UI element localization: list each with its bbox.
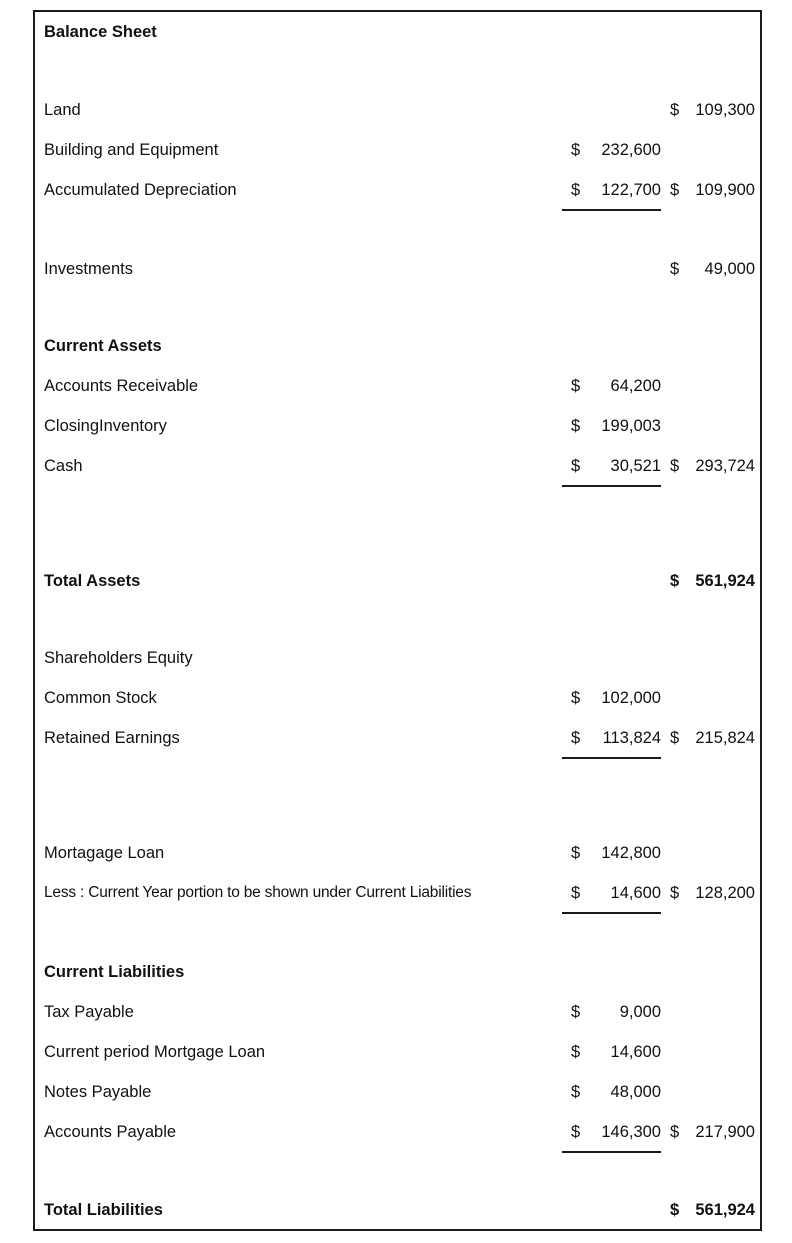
balance-sheet [33,10,762,1231]
row-label: Investments [44,260,133,278]
row-less-current-portion: Less : Current Year portion to be shown under Current Liabilities $ 14,600 $ 128,200 [35,881,760,905]
row-retained-earnings: Retained Earnings $ 113,824 $ 215,824 [35,726,760,750]
row-label: Land [44,101,81,119]
sheet-title-row [35,20,760,44]
section-current-liabilities [35,960,760,984]
row-total-assets: Total Assets $ 561,924 [35,569,760,593]
row-building-equipment: Building and Equipment $ 232,600 [35,138,760,162]
subtotal-underline [562,485,661,487]
subtotal-underline [562,912,661,914]
row-current-mortgage: Current period Mortgage Loan $ 14,600 [35,1040,760,1064]
row-label: Building and Equipment [44,141,219,159]
row-accounts-receivable: Accounts Receivable $ 64,200 [35,374,760,398]
row-label: Accounts Payable [44,1123,177,1141]
row-label: Cash [44,457,83,475]
row-total-liabilities: Total Liabilities $ 561,924 [35,1198,760,1222]
row-notes-payable: Notes Payable $ 48,000 [35,1080,760,1104]
row-tax-payable: Tax Payable $ 9,000 [35,1000,760,1024]
row-shareholders-equity [35,646,760,670]
row-label: Current period Mortgage Loan [44,1043,266,1061]
section-current-assets [35,334,760,358]
row-land: Land $ 109,300 [35,98,760,122]
row-label: ClosingInventory [44,417,167,435]
row-label: Total Assets [44,572,141,590]
row-label: Total Liabilities [44,1201,163,1219]
row-label: Tax Payable [44,1003,134,1021]
sheet-title: Balance Sheet [44,23,157,41]
row-label: Shareholders Equity [44,649,193,667]
row-investments: Investments $ 49,000 [35,257,760,281]
section-heading: Current Assets [44,337,162,355]
subtotal-underline [562,757,661,759]
subtotal-underline [562,209,661,211]
subtotal-underline [562,1151,661,1153]
row-label: Common Stock [44,689,157,707]
row-label: Accumulated Depreciation [44,181,237,199]
row-accumulated-depreciation: Accumulated Depreciation $ 122,700 $ 109,900 [35,178,760,202]
row-closing-inventory: ClosingInventory $ 199,003 [35,414,760,438]
section-heading: Current Liabilities [44,963,185,981]
row-accounts-payable: Accounts Payable $ 146,300 $ 217,900 [35,1120,760,1144]
row-common-stock: Common Stock $ 102,000 [35,686,760,710]
row-label: Retained Earnings [44,729,180,747]
row-mortgage-loan: Mortagage Loan $ 142,800 [35,841,760,865]
row-label: Notes Payable [44,1083,152,1101]
row-cash: Cash $ 30,521 $ 293,724 [35,454,760,478]
row-label: Less : Current Year portion to be shown under Current Liabilities [44,884,472,901]
row-label: Accounts Receivable [44,377,199,395]
row-label: Mortagage Loan [44,844,165,862]
